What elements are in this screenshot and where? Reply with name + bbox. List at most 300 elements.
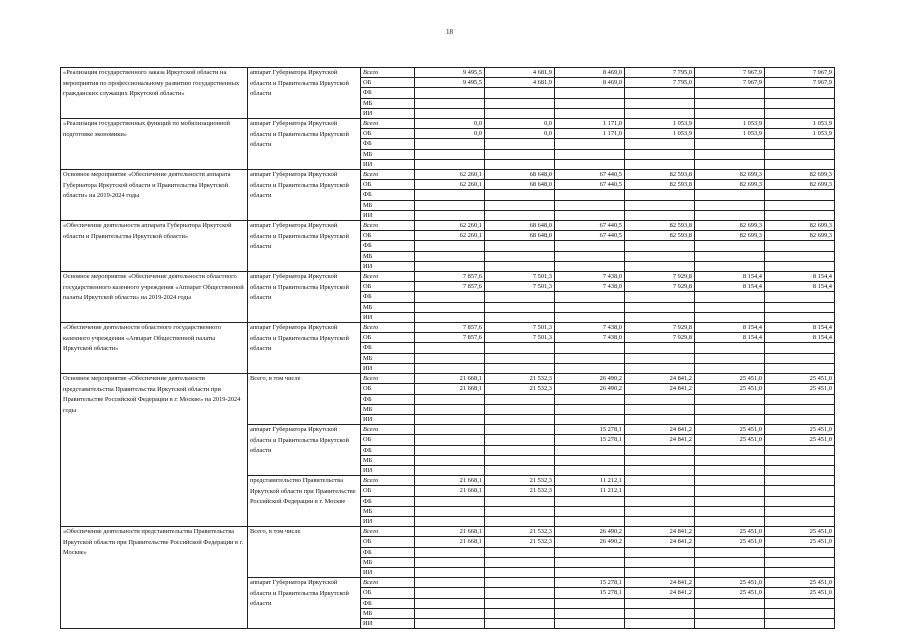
value-cell xyxy=(625,302,695,312)
value-cell: 24 841,2 xyxy=(625,537,695,547)
value-cell xyxy=(765,618,835,628)
value-cell: 21 532,3 xyxy=(485,537,555,547)
value-cell xyxy=(415,241,485,251)
value-cell xyxy=(765,598,835,608)
value-cell: 7 501,3 xyxy=(485,272,555,282)
funding-source-cell: ИИ xyxy=(361,363,415,373)
value-cell xyxy=(555,210,625,220)
funding-source-cell: МБ xyxy=(361,302,415,312)
value-cell: 15 278,1 xyxy=(555,435,625,445)
value-cell: 67 440,5 xyxy=(555,180,625,190)
funding-source-cell: Всего xyxy=(361,221,415,231)
value-cell xyxy=(765,302,835,312)
value-cell xyxy=(695,98,765,108)
value-cell: 8 154,4 xyxy=(695,272,765,282)
value-cell: 4 681,9 xyxy=(485,78,555,88)
table-row xyxy=(61,68,835,78)
value-cell xyxy=(695,547,765,557)
funding-source-cell: ФБ xyxy=(361,190,415,200)
value-cell xyxy=(485,363,555,373)
funding-source-cell: ФБ xyxy=(361,292,415,302)
value-cell xyxy=(695,465,765,475)
value-cell: 25 451,0 xyxy=(765,435,835,445)
value-cell xyxy=(415,588,485,598)
value-cell: 24 841,2 xyxy=(625,435,695,445)
value-cell: 7 857,6 xyxy=(415,323,485,333)
value-cell: 82 593,8 xyxy=(625,180,695,190)
value-cell xyxy=(765,496,835,506)
value-cell: 82 699,3 xyxy=(695,231,765,241)
value-cell xyxy=(485,200,555,210)
funding-source-cell: МБ xyxy=(361,608,415,618)
funding-source-cell: ИИ xyxy=(361,618,415,628)
executor-cell: аппарат Губернатора Иркутской области и Правительства Иркутской области xyxy=(248,119,361,170)
funding-source-cell: МБ xyxy=(361,557,415,567)
value-cell xyxy=(485,241,555,251)
value-cell xyxy=(415,200,485,210)
value-cell xyxy=(555,139,625,149)
value-cell xyxy=(765,88,835,98)
funding-source-cell: ОБ xyxy=(361,486,415,496)
value-cell: 1 053,9 xyxy=(695,129,765,139)
value-cell xyxy=(625,210,695,220)
table-row xyxy=(61,374,835,384)
value-cell xyxy=(625,608,695,618)
value-cell xyxy=(415,547,485,557)
value-cell xyxy=(415,414,485,424)
value-cell xyxy=(765,394,835,404)
funding-source-cell: ФБ xyxy=(361,139,415,149)
value-cell xyxy=(415,465,485,475)
funding-source-cell: МБ xyxy=(361,149,415,159)
value-cell xyxy=(415,425,485,435)
value-cell xyxy=(765,149,835,159)
value-cell xyxy=(485,414,555,424)
value-cell xyxy=(415,88,485,98)
value-cell: 62 260,1 xyxy=(415,170,485,180)
funding-source-cell: ИИ xyxy=(361,108,415,118)
value-cell: 24 841,2 xyxy=(625,578,695,588)
value-cell: 82 699,3 xyxy=(695,170,765,180)
funding-source-cell: МБ xyxy=(361,98,415,108)
value-cell: 25 451,0 xyxy=(765,537,835,547)
value-cell: 82 699,3 xyxy=(695,221,765,231)
funding-source-cell: ОБ xyxy=(361,333,415,343)
value-cell: 7 501,3 xyxy=(485,323,555,333)
funding-source-cell: ФБ xyxy=(361,496,415,506)
funding-source-cell: ОБ xyxy=(361,282,415,292)
activity-name-cell: «Обеспечение деятельности аппарата Губернатора Иркутской области и Правительства Иркутской области» xyxy=(61,221,248,272)
value-cell: 25 451,0 xyxy=(695,374,765,384)
value-cell: 25 451,0 xyxy=(695,588,765,598)
value-cell xyxy=(765,414,835,424)
value-cell xyxy=(415,190,485,200)
value-cell xyxy=(485,210,555,220)
funding-source-cell: Всего xyxy=(361,119,415,129)
value-cell: 21 532,3 xyxy=(485,384,555,394)
value-cell xyxy=(485,425,555,435)
value-cell: 8 154,4 xyxy=(765,323,835,333)
value-cell: 21 532,3 xyxy=(485,476,555,486)
value-cell xyxy=(765,251,835,261)
value-cell: 25 451,0 xyxy=(765,527,835,537)
value-cell xyxy=(415,302,485,312)
value-cell xyxy=(625,618,695,628)
value-cell: 8 154,4 xyxy=(765,272,835,282)
value-cell xyxy=(765,353,835,363)
activity-name-cell: «Реализация государственного заказа Иркутской области на мероприятия по профессиональному развитию государственных гражданских служащих Иркутской области» xyxy=(61,68,248,119)
value-cell xyxy=(625,547,695,557)
value-cell xyxy=(765,292,835,302)
funding-source-cell: МБ xyxy=(361,200,415,210)
value-cell xyxy=(485,455,555,465)
value-cell xyxy=(765,455,835,465)
value-cell xyxy=(625,98,695,108)
value-cell xyxy=(555,261,625,271)
value-cell: 62 260,1 xyxy=(415,180,485,190)
executor-cell: аппарат Губернатора Иркутской области и Правительства Иркутской области xyxy=(248,323,361,374)
value-cell xyxy=(485,251,555,261)
value-cell xyxy=(555,149,625,159)
value-cell xyxy=(765,159,835,169)
value-cell xyxy=(485,588,555,598)
value-cell: 25 451,0 xyxy=(765,578,835,588)
value-cell xyxy=(485,302,555,312)
value-cell xyxy=(485,149,555,159)
value-cell xyxy=(695,261,765,271)
value-cell xyxy=(485,159,555,169)
value-cell xyxy=(625,455,695,465)
value-cell xyxy=(415,98,485,108)
funding-source-cell: ФБ xyxy=(361,547,415,557)
value-cell: 25 451,0 xyxy=(695,435,765,445)
value-cell xyxy=(415,159,485,169)
value-cell xyxy=(625,557,695,567)
value-cell xyxy=(415,618,485,628)
value-cell xyxy=(415,353,485,363)
value-cell xyxy=(555,618,625,628)
value-cell xyxy=(625,598,695,608)
value-cell xyxy=(415,598,485,608)
value-cell xyxy=(555,516,625,526)
value-cell xyxy=(555,353,625,363)
value-cell: 68 648,0 xyxy=(485,231,555,241)
value-cell xyxy=(625,159,695,169)
value-cell xyxy=(765,98,835,108)
value-cell xyxy=(625,292,695,302)
value-cell xyxy=(485,506,555,516)
value-cell xyxy=(485,404,555,414)
value-cell xyxy=(695,608,765,618)
value-cell: 7 929,8 xyxy=(625,272,695,282)
value-cell: 82 699,3 xyxy=(765,170,835,180)
funding-source-cell: МБ xyxy=(361,251,415,261)
value-cell xyxy=(625,190,695,200)
funding-source-cell: ОБ xyxy=(361,78,415,88)
value-cell xyxy=(695,414,765,424)
value-cell xyxy=(695,506,765,516)
value-cell xyxy=(415,496,485,506)
value-cell xyxy=(485,292,555,302)
value-cell: 62 260,1 xyxy=(415,231,485,241)
value-cell xyxy=(485,445,555,455)
value-cell: 25 451,0 xyxy=(695,384,765,394)
value-cell xyxy=(555,363,625,373)
funding-source-cell: МБ xyxy=(361,506,415,516)
value-cell: 26 490,2 xyxy=(555,537,625,547)
value-cell xyxy=(625,486,695,496)
value-cell xyxy=(415,578,485,588)
value-cell xyxy=(485,557,555,567)
value-cell xyxy=(625,200,695,210)
value-cell xyxy=(765,139,835,149)
value-cell xyxy=(765,506,835,516)
value-cell xyxy=(555,312,625,322)
value-cell xyxy=(485,312,555,322)
value-cell xyxy=(695,496,765,506)
value-cell: 21 668,1 xyxy=(415,486,485,496)
value-cell xyxy=(485,618,555,628)
value-cell: 7 795,0 xyxy=(625,68,695,78)
value-cell: 24 841,2 xyxy=(625,588,695,598)
value-cell: 7 795,0 xyxy=(625,78,695,88)
value-cell: 8 154,4 xyxy=(765,282,835,292)
value-cell xyxy=(555,465,625,475)
value-cell: 21 668,1 xyxy=(415,374,485,384)
executor-cell: Всего, в том числе xyxy=(248,374,361,425)
value-cell xyxy=(625,496,695,506)
value-cell xyxy=(555,108,625,118)
value-cell: 7 438,0 xyxy=(555,282,625,292)
value-cell xyxy=(765,241,835,251)
value-cell: 4 681,9 xyxy=(485,68,555,78)
value-cell: 21 532,3 xyxy=(485,486,555,496)
value-cell xyxy=(485,343,555,353)
value-cell xyxy=(695,149,765,159)
value-cell: 26 490,2 xyxy=(555,527,625,537)
table-row xyxy=(61,221,835,231)
funding-source-cell: Всего xyxy=(361,323,415,333)
value-cell xyxy=(555,404,625,414)
value-cell: 25 451,0 xyxy=(695,537,765,547)
value-cell xyxy=(765,190,835,200)
value-cell: 9 495,5 xyxy=(415,68,485,78)
value-cell xyxy=(415,343,485,353)
value-cell xyxy=(485,88,555,98)
value-cell: 21 668,1 xyxy=(415,527,485,537)
value-cell xyxy=(555,251,625,261)
funding-source-cell: ОБ xyxy=(361,588,415,598)
funding-source-cell: Всего xyxy=(361,374,415,384)
value-cell xyxy=(485,608,555,618)
value-cell xyxy=(765,547,835,557)
value-cell: 68 648,0 xyxy=(485,180,555,190)
value-cell xyxy=(415,445,485,455)
value-cell xyxy=(695,139,765,149)
value-cell: 26 490,2 xyxy=(555,384,625,394)
value-cell xyxy=(555,608,625,618)
value-cell: 68 648,0 xyxy=(485,170,555,180)
value-cell: 82 699,3 xyxy=(765,231,835,241)
value-cell xyxy=(695,312,765,322)
value-cell: 7 857,6 xyxy=(415,333,485,343)
value-cell xyxy=(695,404,765,414)
value-cell: 1 053,9 xyxy=(765,129,835,139)
value-cell xyxy=(625,241,695,251)
value-cell: 25 451,0 xyxy=(695,578,765,588)
executor-cell: аппарат Губернатора Иркутской области и Правительства Иркутской области xyxy=(248,578,361,629)
value-cell xyxy=(695,159,765,169)
value-cell xyxy=(415,394,485,404)
value-cell xyxy=(765,261,835,271)
value-cell: 7 501,3 xyxy=(485,282,555,292)
value-cell xyxy=(695,445,765,455)
value-cell xyxy=(485,98,555,108)
value-cell xyxy=(625,516,695,526)
value-cell xyxy=(485,598,555,608)
value-cell xyxy=(415,251,485,261)
value-cell: 67 440,5 xyxy=(555,221,625,231)
table-row xyxy=(61,272,835,282)
value-cell xyxy=(555,557,625,567)
funding-source-cell: МБ xyxy=(361,404,415,414)
value-cell xyxy=(695,557,765,567)
value-cell: 15 278,1 xyxy=(555,588,625,598)
value-cell: 7 929,8 xyxy=(625,333,695,343)
value-cell xyxy=(555,302,625,312)
value-cell: 24 841,2 xyxy=(625,527,695,537)
value-cell: 7 967,9 xyxy=(765,68,835,78)
value-cell: 21 532,3 xyxy=(485,374,555,384)
value-cell: 25 451,0 xyxy=(765,374,835,384)
value-cell xyxy=(625,394,695,404)
value-cell xyxy=(415,567,485,577)
executor-cell: аппарат Губернатора Иркутской области и Правительства Иркутской области xyxy=(248,425,361,476)
executor-cell: представительство Правительства Иркутской области при Правительстве Российской Федерации в г. Москве xyxy=(248,476,361,527)
value-cell xyxy=(695,88,765,98)
funding-source-cell: Всего xyxy=(361,578,415,588)
table-row xyxy=(61,119,835,129)
value-cell: 68 648,0 xyxy=(485,221,555,231)
value-cell xyxy=(695,251,765,261)
value-cell: 11 212,1 xyxy=(555,486,625,496)
value-cell: 8 469,0 xyxy=(555,68,625,78)
value-cell xyxy=(695,618,765,628)
value-cell xyxy=(625,343,695,353)
value-cell xyxy=(555,343,625,353)
value-cell: 7 438,0 xyxy=(555,272,625,282)
value-cell: 7 857,6 xyxy=(415,272,485,282)
value-cell: 25 451,0 xyxy=(765,425,835,435)
value-cell xyxy=(695,567,765,577)
value-cell: 24 841,2 xyxy=(625,384,695,394)
value-cell xyxy=(415,312,485,322)
value-cell xyxy=(555,98,625,108)
value-cell xyxy=(485,108,555,118)
value-cell: 7 967,9 xyxy=(695,78,765,88)
value-cell xyxy=(555,190,625,200)
funding-source-cell: ОБ xyxy=(361,537,415,547)
value-cell xyxy=(765,210,835,220)
value-cell: 0,0 xyxy=(415,129,485,139)
funding-source-cell: Всего xyxy=(361,68,415,78)
table-row xyxy=(61,170,835,180)
value-cell xyxy=(625,261,695,271)
value-cell xyxy=(695,363,765,373)
value-cell: 21 668,1 xyxy=(415,476,485,486)
value-cell xyxy=(625,88,695,98)
value-cell xyxy=(695,200,765,210)
value-cell: 1 053,9 xyxy=(695,119,765,129)
value-cell: 7 438,0 xyxy=(555,323,625,333)
value-cell: 62 260,1 xyxy=(415,221,485,231)
value-cell xyxy=(625,567,695,577)
value-cell xyxy=(625,414,695,424)
value-cell xyxy=(765,476,835,486)
value-cell: 15 278,1 xyxy=(555,578,625,588)
value-cell xyxy=(485,547,555,557)
value-cell xyxy=(625,312,695,322)
value-cell xyxy=(415,506,485,516)
value-cell: 1 053,9 xyxy=(765,119,835,129)
value-cell xyxy=(555,547,625,557)
value-cell: 24 841,2 xyxy=(625,425,695,435)
value-cell xyxy=(555,394,625,404)
value-cell xyxy=(625,353,695,363)
value-cell xyxy=(555,567,625,577)
value-cell xyxy=(695,394,765,404)
value-cell: 82 593,8 xyxy=(625,231,695,241)
value-cell: 82 699,3 xyxy=(765,221,835,231)
value-cell: 7 929,8 xyxy=(625,282,695,292)
value-cell: 8 469,0 xyxy=(555,78,625,88)
activity-name-cell: «Реализация государственных функций по мобилизационной подготовке экономики» xyxy=(61,119,248,170)
funding-source-cell: Всего xyxy=(361,170,415,180)
value-cell xyxy=(765,465,835,475)
funding-source-cell: ИИ xyxy=(361,261,415,271)
value-cell: 7 857,6 xyxy=(415,282,485,292)
value-cell xyxy=(415,557,485,567)
funding-source-cell: ИИ xyxy=(361,414,415,424)
activity-name-cell: Основное мероприятие «Обеспечение деятельности аппарата Губернатора Иркутской области и Правительства Иркутской области» на 2019-2024 годы xyxy=(61,170,248,221)
value-cell xyxy=(415,516,485,526)
value-cell xyxy=(625,108,695,118)
executor-cell: аппарат Губернатора Иркутской области и Правительства Иркутской области xyxy=(248,68,361,119)
value-cell xyxy=(415,404,485,414)
value-cell xyxy=(695,343,765,353)
value-cell xyxy=(625,139,695,149)
value-cell: 7 438,0 xyxy=(555,333,625,343)
value-cell xyxy=(485,496,555,506)
funding-source-cell: ФБ xyxy=(361,241,415,251)
value-cell: 8 154,4 xyxy=(765,333,835,343)
value-cell xyxy=(485,465,555,475)
funding-source-cell: Всего xyxy=(361,527,415,537)
value-cell xyxy=(765,404,835,414)
value-cell xyxy=(765,445,835,455)
value-cell: 0,0 xyxy=(485,129,555,139)
value-cell xyxy=(415,455,485,465)
value-cell xyxy=(485,139,555,149)
value-cell xyxy=(555,598,625,608)
value-cell: 8 154,4 xyxy=(695,323,765,333)
value-cell xyxy=(485,435,555,445)
value-cell xyxy=(765,486,835,496)
value-cell: 7 967,9 xyxy=(695,68,765,78)
executor-cell: аппарат Губернатора Иркутской области и Правительства Иркутской области xyxy=(248,170,361,221)
value-cell xyxy=(765,343,835,353)
value-cell xyxy=(765,200,835,210)
